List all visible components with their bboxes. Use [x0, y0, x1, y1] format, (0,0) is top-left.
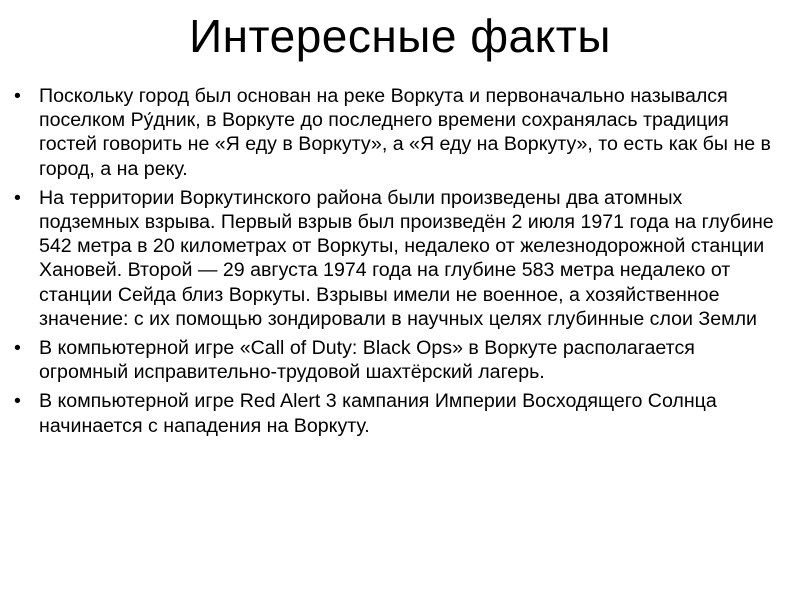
- bullet-item-4: [14, 389, 784, 437]
- slide-title: Интересные факты: [189, 10, 611, 62]
- bullet-item-2: [14, 186, 784, 331]
- bullet-item-1: [14, 84, 784, 181]
- bullet-icon: •: [14, 186, 21, 209]
- bullet-text: На территории Воркутинского района были произведены два атомных подземных взрыва. Первый взрыв был произведён 2 июля 1971 года на глубине 542 метра в 20 километрах от Воркуты, недалеко от железнодорожной станции Хановей. Второй — 29 августа 1974 года на глубине 583 метра недалеко от станции Сейда близ Воркуты. Взрывы имели не военное, а хозяйственное значение: с их помощью зондировали в научных целях глубинные слои Земли: [39, 186, 774, 330]
- bullet-list: [14, 84, 784, 443]
- bullet-text: Поскольку город был основан на реке Воркута и первоначально назывался поселком Ру́дник, в Воркуте до последнего времени сохранялась традиция гостей говорить не «Я еду в Воркуту», а «Я еду на Воркуту», то есть как бы не в город, а на реку.: [39, 85, 771, 180]
- bullet-icon: •: [14, 85, 21, 107]
- bullet-text: В компьютерной игре Red Alert 3 кампания Империи Восходящего Солнца начинается с нападения на Воркуту.: [39, 390, 717, 437]
- bullet-text: В компьютерной игре «Call of Duty: Black Ops» в Воркуте располагается огромный исправительно-трудовой шахтёрский лагерь.: [39, 337, 695, 384]
- bullet-icon: •: [14, 337, 21, 360]
- bullet-icon: •: [14, 390, 21, 413]
- bullet-item-3: [14, 336, 784, 384]
